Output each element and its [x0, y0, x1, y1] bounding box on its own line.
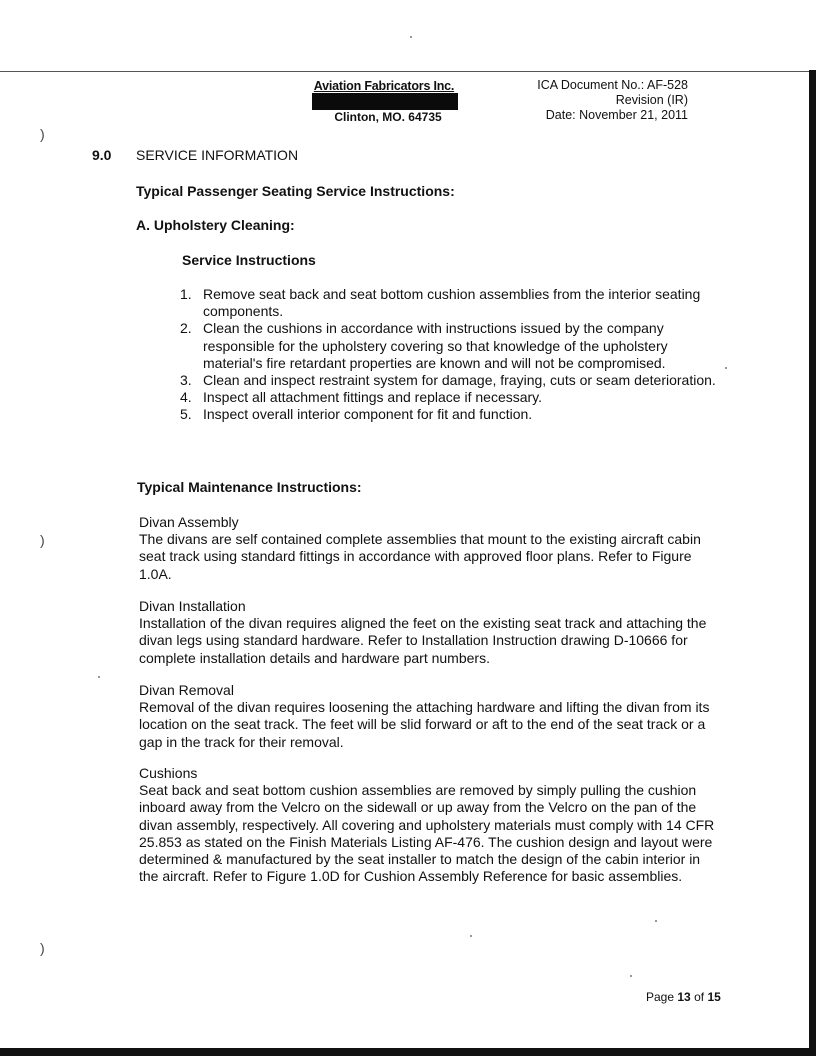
- page-of: of: [694, 990, 705, 1004]
- list-item: [180, 406, 720, 423]
- step-text: Clean and inspect restraint system for damage, fraying, cuts or seam deterioration.: [203, 372, 716, 389]
- paragraph-title: Cushions: [139, 765, 198, 781]
- binding-mark: ): [40, 126, 45, 142]
- binding-mark: ): [40, 532, 45, 548]
- upholstery-subheading: A. Upholstery Cleaning:: [136, 217, 295, 233]
- divan-installation-paragraph: [139, 598, 721, 667]
- header-rule: [0, 71, 816, 72]
- paragraph-text: Seat back and seat bottom cushion assemblies are removed by simply pulling the cushion inboard away from the Velcro on the sidewall or up away from the Velcro on the pan of the divan assembly, respectively. All covering and upholstery materials must comply with 14 CFR 25.853 as stated on the Finish Materials Listing AF-476. The cushion design and layout were determined & manufactured by the seat installer to match the design of the cabin interior in the aircraft. Refer to Figure 1.0D for Cushion Assembly Reference for basic assemblies.: [139, 782, 715, 885]
- doc-date: Date: November 21, 2011: [545, 108, 688, 122]
- section-title: SERVICE INFORMATION: [136, 147, 299, 163]
- step-number: 1.: [180, 286, 192, 302]
- scan-speck: [630, 975, 632, 977]
- paragraph-text: The divans are self contained complete assemblies that mount to the existing aircraft cabin seat track using standard fittings in accordance with approved floor plans. Refer to Figure 1.0A.: [139, 531, 701, 582]
- seating-heading: Typical Passenger Seating Service Instructions:: [136, 183, 455, 199]
- doc-number: ICA Document No.: AF-528: [537, 78, 688, 92]
- page-current: 13: [677, 990, 691, 1004]
- step-number: 4.: [180, 389, 192, 406]
- divan-assembly-paragraph: [139, 514, 721, 583]
- list-item: [180, 286, 720, 320]
- page-number: [646, 990, 721, 1004]
- paragraph-title: Divan Assembly: [139, 514, 239, 530]
- company-name: Aviation Fabricators Inc.: [313, 79, 455, 93]
- step-number: 2.: [180, 320, 192, 337]
- list-item: [180, 372, 720, 389]
- paragraph-text: Removal of the divan requires loosening the attaching hardware and lifting the divan from its location on the seat track. The feet will be slid forward or aft to the end of the seat track or a gap in the track for their removal.: [139, 699, 710, 750]
- binding-mark: ): [40, 940, 45, 956]
- service-instructions-heading: Service Instructions: [182, 252, 316, 268]
- redaction-bar: [312, 93, 458, 110]
- service-steps-list: [180, 286, 720, 424]
- list-item: [180, 320, 720, 372]
- paragraph-title: Divan Installation: [139, 598, 246, 614]
- cushions-paragraph: [139, 765, 721, 885]
- scan-speck: [470, 935, 472, 937]
- divan-removal-paragraph: [139, 682, 721, 751]
- scan-speck: [725, 367, 727, 369]
- scan-speck: [98, 676, 100, 678]
- step-number: 5.: [180, 406, 192, 423]
- paragraph-text: Installation of the divan requires aligned the feet on the existing seat track and attaching the divan legs using standard hardware. Refer to Installation Instruction drawing D-10666 for complete installation details and hardware part numbers.: [139, 615, 707, 666]
- company-city: Clinton, MO. 64735: [334, 110, 442, 124]
- scan-speck: [410, 36, 412, 38]
- step-number: 3.: [180, 372, 192, 389]
- scan-speck: [655, 920, 657, 922]
- scan-edge-bottom: [0, 1048, 816, 1056]
- maintenance-heading: Typical Maintenance Instructions:: [137, 479, 362, 495]
- doc-revision: Revision (IR): [615, 93, 688, 107]
- page-total: 15: [707, 990, 721, 1004]
- scan-edge-right: [809, 70, 816, 1056]
- list-item: [180, 389, 720, 406]
- step-text: Clean the cushions in accordance with instructions issued by the company responsible for the upholstery covering so that knowledge of the upholstery material's fire retardant properties are known and will not be compromised.: [203, 320, 668, 371]
- step-text: Inspect overall interior component for fit and function.: [203, 406, 533, 423]
- step-text: Inspect all attachment fittings and replace if necessary.: [203, 389, 543, 406]
- paragraph-title: Divan Removal: [139, 682, 234, 698]
- section-number: 9.0: [92, 147, 112, 163]
- document-info: [510, 78, 688, 123]
- step-text: Remove seat back and seat bottom cushion assemblies from the interior seating components.: [203, 286, 701, 320]
- page-prefix: Page: [646, 990, 675, 1004]
